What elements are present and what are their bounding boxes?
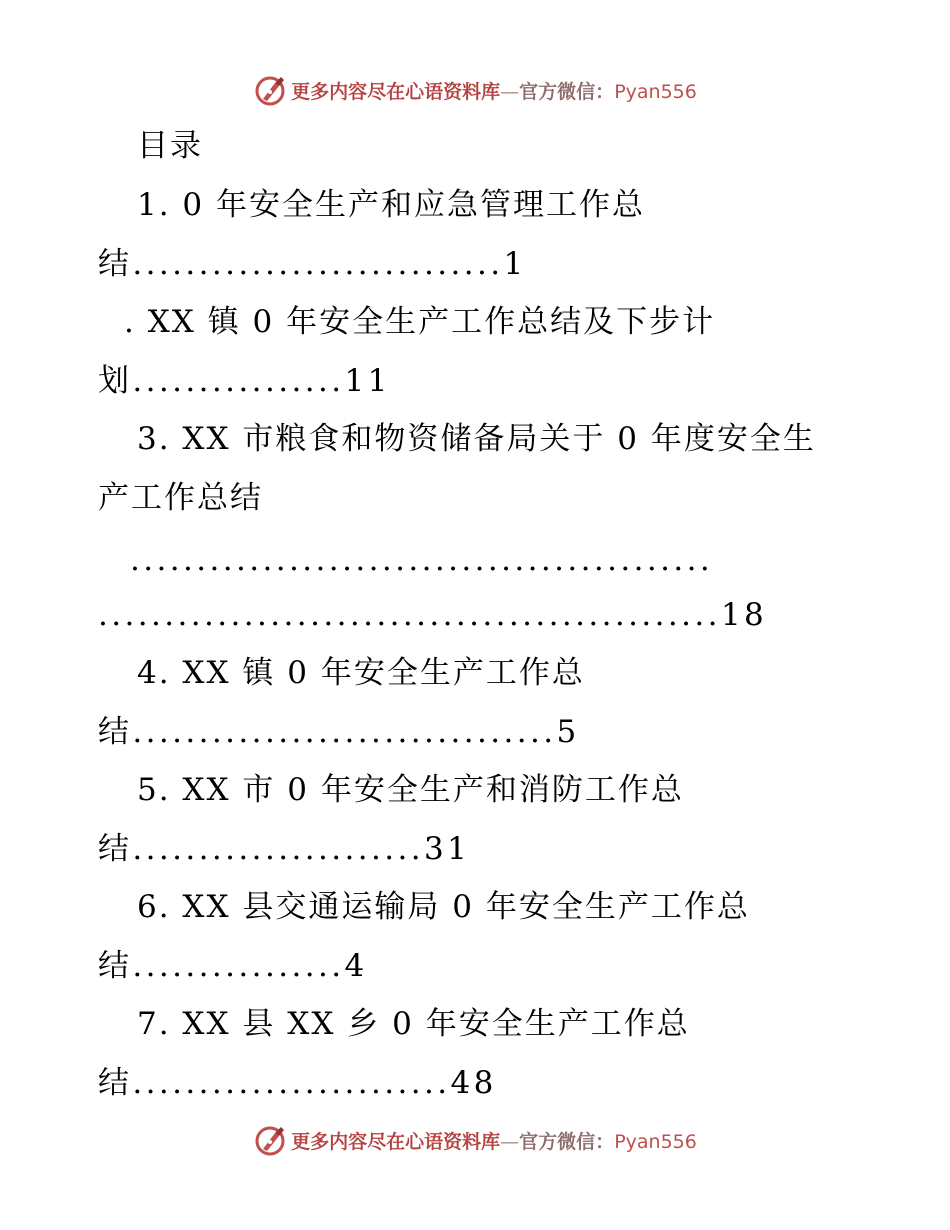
banner-wechat-id: Pyan556 [614,80,697,103]
pen-nib-logo-icon [253,73,287,107]
toc-entry-3-leader: ............................................ [130,542,714,578]
toc-entry-7-title: 7. XX 县 XX 乡 0 年安全生产工作总 [137,1006,690,1042]
toc-entry-6-title: 6. XX 县交通运输局 0 年安全生产工作总 [137,889,750,925]
toc-entry-3-title-cont: 产工作总结 [98,480,263,516]
banner-dash: — [500,80,520,103]
toc-entry-3-title: 3. XX 市粮食和物资储备局关于 0 年度安全生 [137,421,816,457]
toc-entry-3-page: ...............................................18 [98,597,768,633]
toc-entry-7-page: 结........................48 [98,1065,497,1101]
pen-nib-logo-icon [253,1123,287,1157]
toc-entry-2-page: 划................11 [98,363,391,399]
toc-entry-2-title: . XX 镇 0 年安全生产工作总结及下步计 [124,304,716,340]
toc-entry-6-page: 结................4 [98,948,368,984]
toc-entry-5-title: 5. XX 市 0 年安全生产和消防工作总 [137,772,684,808]
banner-wechat-label: 官方微信： [519,80,615,103]
banner-wechat-id: Pyan556 [614,1130,697,1153]
toc-heading: 目录 [137,128,203,164]
banner-text [291,77,697,104]
banner-site-name: 更多内容尽在心语资料库 [291,1130,501,1153]
toc-entry-5-page: 结......................31 [98,831,471,867]
banner-text [291,1127,697,1154]
toc-entry-4-page: 结................................5 [98,714,580,750]
toc-entry-4-title: 4. XX 镇 0 年安全生产工作总 [137,655,585,691]
toc-entry-1-page: 结............................1 [98,246,527,282]
toc-entry-1-title: 1. 0 年安全生产和应急管理工作总 [137,187,646,223]
footer-banner [0,1120,950,1160]
banner-dash: — [500,1130,520,1153]
header-banner [0,70,950,110]
banner-site-name: 更多内容尽在心语资料库 [291,80,501,103]
banner-wechat-label: 官方微信： [519,1130,615,1153]
